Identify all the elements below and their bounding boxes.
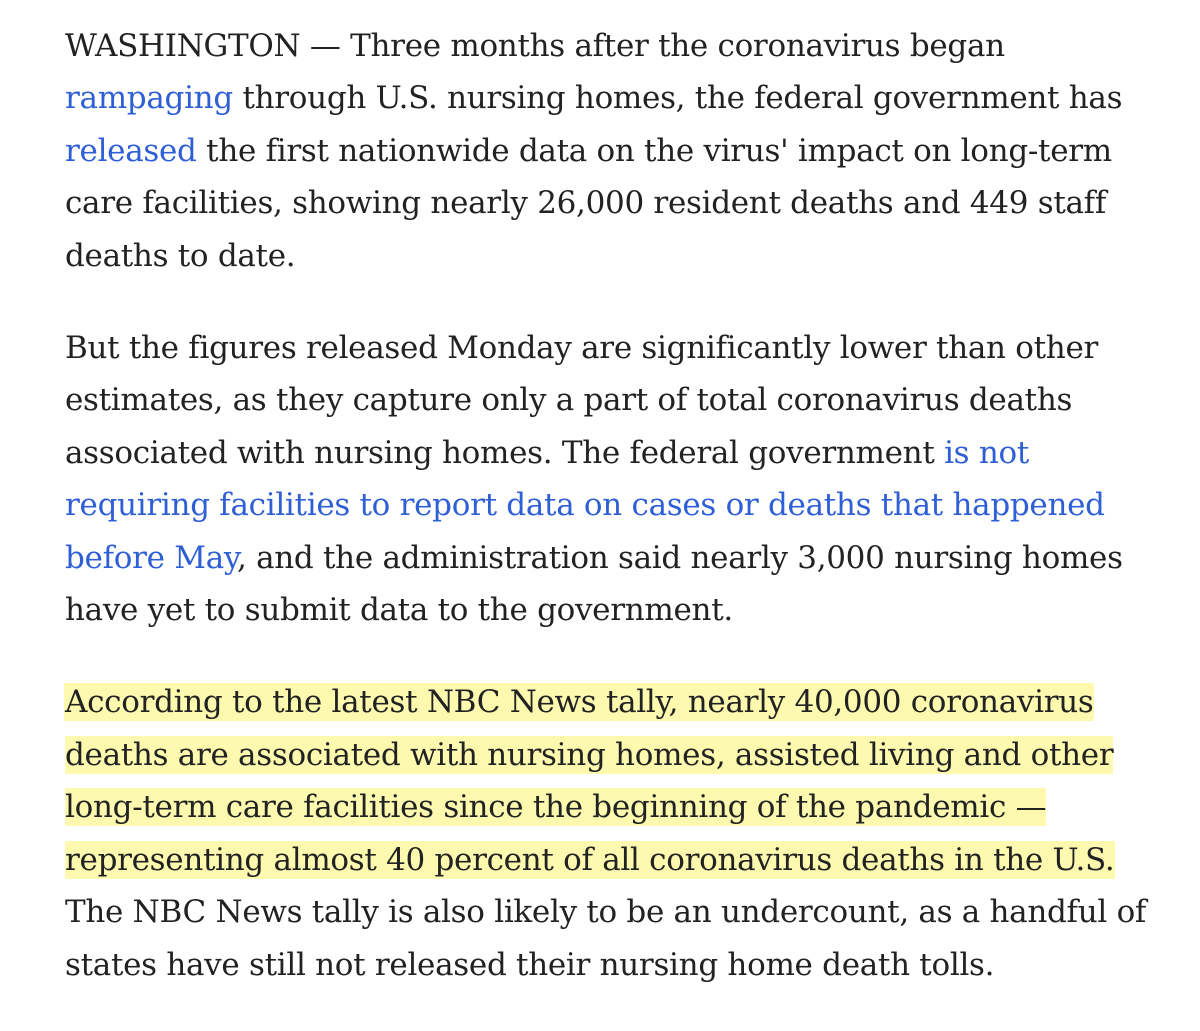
link-not-requiring-facilities[interactable]: is not requiring facilities to report data on cases or deaths that happened before May [65,434,1105,576]
article-body [65,20,1180,1031]
link-rampaging[interactable]: rampaging [65,80,233,117]
paragraph-2-text-end: , and the administration said nearly 3,000 nursing homes have yet to submit data to the government. [65,539,1123,629]
paragraph-3-text-end: The NBC News tally is also likely to be an undercount, as a handful of states have still not released their nursing home death tolls. [65,894,1147,983]
link-released[interactable]: released [65,132,197,169]
paragraph-1-text-middle: through U.S. nursing homes, the federal government has [232,80,1123,117]
paragraph-3 [65,676,1180,990]
highlighted-text: According to the latest NBC News tally, nearly 40,000 coronavirus deaths are associated with nursing homes, assisted living and other long-term care facilities since the beginning of the pandemic — representing almost 40 percent of all coronavirus deaths in the U.S. [65,684,1115,878]
paragraph-1-text-end: the first nationwide data on the virus' impact on long-term care facilities, showing nearly 26,000 resident deaths and 449 staff deaths to date. [65,132,1112,274]
paragraph-1 [65,20,1180,282]
paragraph-2 [65,322,1180,636]
paragraph-2-text-start: But the figures released Monday are significantly lower than other estimates, as they capture only a part of total coronavirus deaths associated with nursing homes. The federal government [65,330,1099,471]
paragraph-1-text-start: WASHINGTON — Three months after the coronavirus began [65,28,1005,64]
